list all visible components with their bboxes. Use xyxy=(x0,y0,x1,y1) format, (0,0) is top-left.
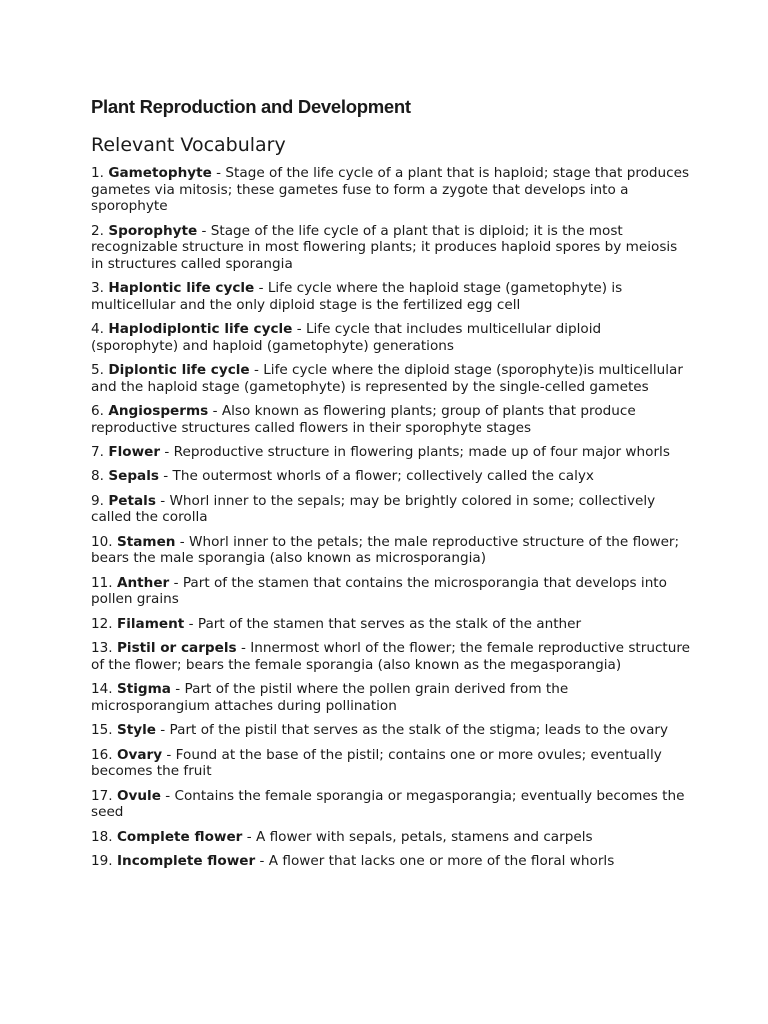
vocab-item xyxy=(91,444,691,461)
vocab-term: Haplontic life cycle xyxy=(108,280,255,297)
vocab-term: Sepals xyxy=(108,468,159,485)
vocab-number: 14. xyxy=(91,681,113,698)
vocab-term: Stigma xyxy=(116,681,171,698)
vocab-term: Complete flower xyxy=(116,828,243,845)
vocab-separator: - xyxy=(208,403,222,420)
vocab-number: 18. xyxy=(91,828,113,845)
vocab-separator: - xyxy=(249,362,264,379)
vocab-number: 3. xyxy=(91,280,104,297)
vocab-item xyxy=(91,534,691,567)
vocab-number: 8. xyxy=(91,468,104,485)
vocab-definition: Whorl inner to the petals; the male reproductive structure of the flower; bears the male sporangia (also known as microsporangia) xyxy=(91,533,680,567)
vocab-term: Gametophyte xyxy=(108,165,212,181)
vocab-term: Petals xyxy=(108,492,156,509)
vocab-definition: Part of the stamen that serves as the stalk of the anther xyxy=(197,615,582,632)
vocab-definition: A flower that lacks one or more of the floral whorls xyxy=(268,852,615,869)
vocab-item xyxy=(91,747,691,780)
vocab-number: 12. xyxy=(91,615,113,632)
vocab-item xyxy=(91,280,691,313)
section-title: Relevant Vocabulary xyxy=(91,134,286,156)
vocab-item xyxy=(91,321,691,354)
vocab-separator: - xyxy=(211,165,226,181)
vocab-separator: - xyxy=(197,222,211,239)
vocab-definition: Part of the pistil that serves as the stalk of the stigma; leads to the ovary xyxy=(169,722,669,739)
vocab-term: Diplontic life cycle xyxy=(108,362,250,379)
vocab-separator: - xyxy=(169,574,183,591)
vocab-item xyxy=(91,468,691,485)
vocab-number: 13. xyxy=(91,640,113,657)
vocab-term: Ovule xyxy=(116,787,161,804)
vocab-term: Style xyxy=(116,722,156,739)
vocab-item xyxy=(91,165,691,215)
vocab-term: Anther xyxy=(116,574,170,591)
vocab-term: Haplodiplontic life cycle xyxy=(108,321,293,338)
vocab-item xyxy=(91,788,691,821)
vocab-separator: - xyxy=(162,746,176,763)
vocab-definition: Reproductive structure in flowering plants; made up of four major whorls xyxy=(173,444,670,461)
vocab-definition: Life cycle that includes multicellular diploid (sporophyte) and haploid (gametophyte) generations xyxy=(91,321,602,354)
vocab-separator: - xyxy=(292,321,306,338)
vocab-definition: Contains the female sporangia or megasporangia; eventually becomes the seed xyxy=(91,787,685,821)
vocab-number: 2. xyxy=(91,222,104,239)
vocab-item xyxy=(91,829,691,846)
vocab-number: 15. xyxy=(91,722,113,739)
vocab-number: 10. xyxy=(91,533,113,550)
vocab-separator: - xyxy=(155,492,170,509)
vocab-number: 11. xyxy=(91,574,113,591)
vocab-item xyxy=(91,853,691,870)
vocab-definition: Innermost whorl of the flower; the female reproductive structure of the flower; bears the female sporangia (also known as the megasporangia) xyxy=(91,640,691,673)
vocab-separator: - xyxy=(184,615,198,632)
vocab-definition: Whorl inner to the sepals; may be brightly colored in some; collectively called the corolla xyxy=(91,492,656,526)
vocab-term: Incomplete flower xyxy=(116,852,256,869)
vocab-term: Flower xyxy=(108,444,161,461)
vocab-item xyxy=(91,722,691,739)
vocab-item xyxy=(91,223,691,273)
vocab-item xyxy=(91,362,691,395)
vocab-definition: Found at the base of the pistil; contains one or more ovules; eventually becomes the fruit xyxy=(91,746,662,780)
vocab-separator: - xyxy=(175,533,190,550)
vocab-term: Filament xyxy=(116,615,185,632)
vocab-separator: - xyxy=(155,722,170,739)
vocab-separator: - xyxy=(242,828,256,845)
vocab-separator: - xyxy=(170,681,185,698)
vocab-separator: - xyxy=(236,640,251,657)
document-title: Plant Reproduction and Development xyxy=(91,96,411,117)
vocab-term: Angiosperms xyxy=(108,403,209,420)
vocab-item xyxy=(91,403,691,436)
vocab-item xyxy=(91,681,691,714)
vocabulary-list xyxy=(91,165,691,870)
vocab-definition: Part of the pistil where the pollen grain derived from the microsporangium attaches during pollination xyxy=(91,681,569,714)
vocab-term: Stamen xyxy=(116,533,176,550)
vocab-item xyxy=(91,616,691,633)
vocab-definition: Stage of the life cycle of a plant that is haploid; stage that produces gametes via mitosis; these gametes fuse to form a zygote that develops into a sporophyte xyxy=(91,165,690,215)
vocab-item xyxy=(91,640,691,673)
vocab-definition: Also known as flowering plants; group of plants that produce reproductive structures called flowers in their sporophyte stages xyxy=(91,403,636,436)
vocab-separator: - xyxy=(158,468,173,485)
vocab-term: Sporophyte xyxy=(108,222,198,239)
vocab-number: 16. xyxy=(91,746,113,763)
vocab-item xyxy=(91,493,691,526)
vocab-definition: The outermost whorls of a flower; collectively called the calyx xyxy=(172,468,594,485)
vocab-separator: - xyxy=(160,787,175,804)
vocab-number: 17. xyxy=(91,787,113,804)
vocab-definition: A flower with sepals, petals, stamens and carpels xyxy=(255,828,593,845)
vocab-number: 19. xyxy=(91,852,113,869)
vocab-separator: - xyxy=(255,852,269,869)
vocab-separator: - xyxy=(254,280,268,297)
vocab-number: 6. xyxy=(91,403,104,420)
vocab-definition: Life cycle where the haploid stage (gametophyte) is multicellular and the only diploid stage is the fertilized egg cell xyxy=(91,280,623,313)
vocab-separator: - xyxy=(160,444,174,461)
vocab-definition: Life cycle where the diploid stage (sporophyte)is multicellular and the haploid stage (gametophyte) is represented by the single-celled gametes xyxy=(91,362,683,395)
vocab-number: 1. xyxy=(91,165,104,181)
vocab-number: 4. xyxy=(91,321,104,338)
vocab-number: 9. xyxy=(91,492,104,509)
document-page xyxy=(91,95,691,877)
vocab-term: Pistil or carpels xyxy=(116,640,237,657)
vocab-item xyxy=(91,575,691,608)
vocab-definition: Stage of the life cycle of a plant that is diploid; it is the most recognizable structure in most flowering plants; it produces haploid spores by meiosis in structures called sporangia xyxy=(91,222,678,272)
vocab-number: 7. xyxy=(91,444,104,461)
vocab-definition: Part of the stamen that contains the microsporangia that develops into pollen grains xyxy=(91,574,667,608)
vocab-term: Ovary xyxy=(116,746,163,763)
vocab-number: 5. xyxy=(91,362,104,379)
